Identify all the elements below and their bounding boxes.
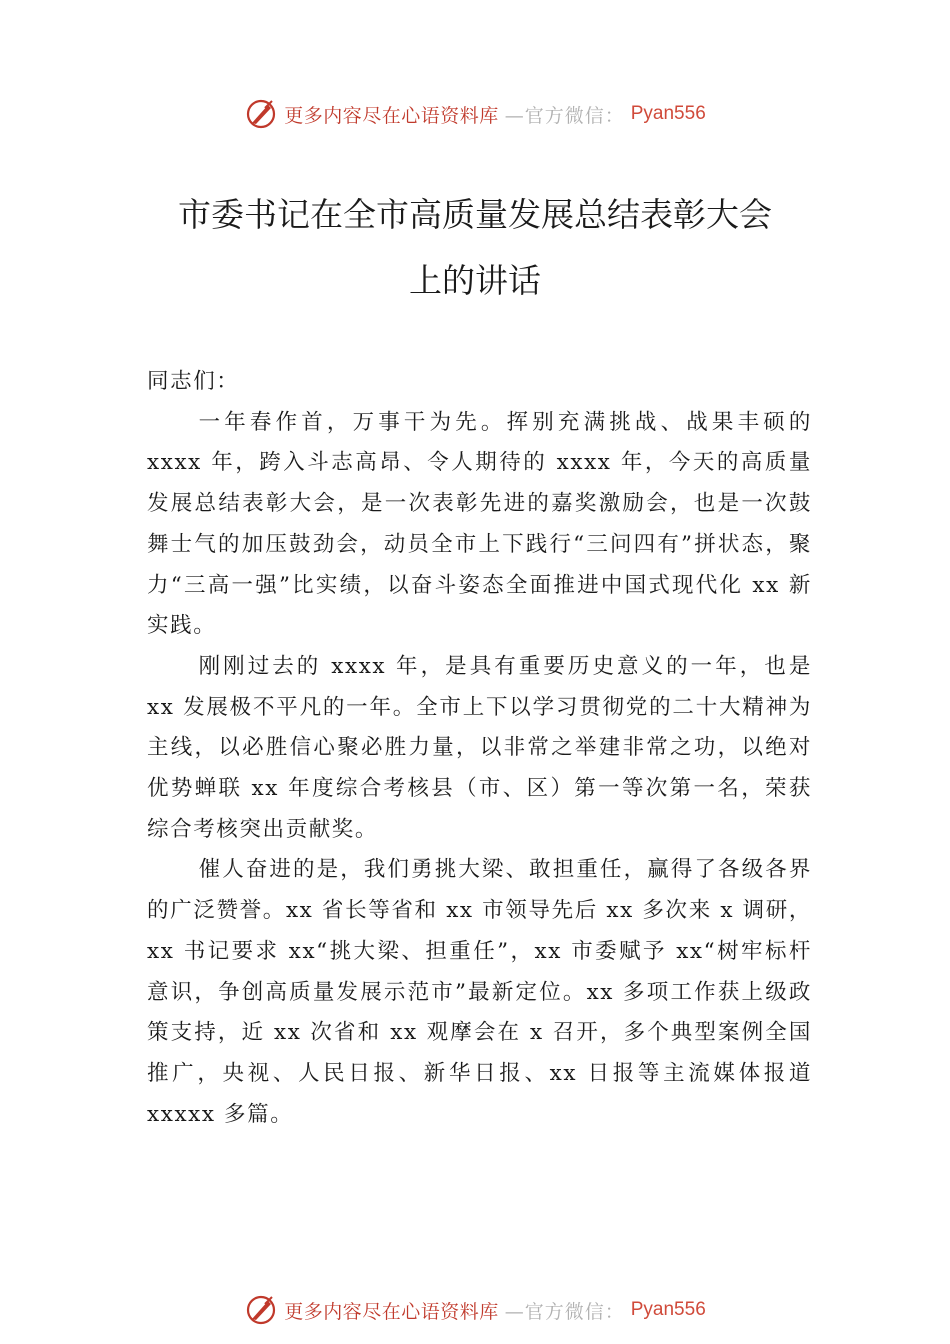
paragraph: 一年春作首，万事干为先。挥别充满挑战、战果丰硕的 xxxx 年，跨入斗志高昂、令人期待的 xxxx 年，今天的高质量发展总结表彰大会，是一次表彰先进的嘉奖激励会，也是一次鼓舞士气的加压鼓劲会，动员全市上下践行“三问四有”拼状态，聚力“三高一强”比实绩，以奋斗姿态全面推进中国式现代化 xx 新实践。 [147, 409, 812, 639]
header-watermark [0, 94, 950, 134]
paragraph: 刚刚过去的 xxxx 年，是具有重要历史意义的一年，也是 xx 发展极不平凡的一年。全市上下以学习贯彻党的二十大精神为主线，以必胜信心聚必胜力量，以非常之举建非常之功，以绝对优势蝉联 xx 年度综合考核县（市、区）第一等次第一名，荣获综合考核突出贡献奖。 [147, 653, 812, 842]
paragraph: 催人奋进的是，我们勇挑大梁、敢担重任，赢得了各级各界的广泛赞誉。xx 省长等省和 xx 市领导先后 xx 多次来 x 调研，xx 书记要求 xx“挑大梁、担重任”，xx 市委赋予 xx“树牢标杆意识，争创高质量发展示范市”最新定位。xx 多项工作获上级政策支持，近 xx 次省和 xx 观摩会在 x 召开，多个典型案例全国推广，央视、人民日报、新华日报、xx 日报等主流媒体报道 xxxxx 多篇。 [147, 857, 812, 1127]
salutation: 同志们： [147, 369, 240, 394]
watermark-red-text: 更多内容尽在心语资料库 [284, 1300, 499, 1323]
quill-logo-icon [244, 1293, 278, 1327]
document-title-line-2: 上的讲话 [409, 261, 541, 300]
document-title-line-1: 市委书记在全市高质量发展总结表彰大会 [178, 195, 772, 234]
watermark-red-text: 更多内容尽在心语资料库 [284, 104, 499, 127]
document-body [147, 362, 812, 1135]
watermark-gray-text: —官方微信： [504, 1300, 625, 1323]
footer-watermark [0, 1290, 950, 1330]
watermark-gray-text: —官方微信： [504, 104, 625, 127]
quill-logo-icon [244, 97, 278, 131]
watermark-wechat-id: Pyan556 [630, 103, 706, 124]
watermark-wechat-id: Pyan556 [630, 1299, 706, 1320]
